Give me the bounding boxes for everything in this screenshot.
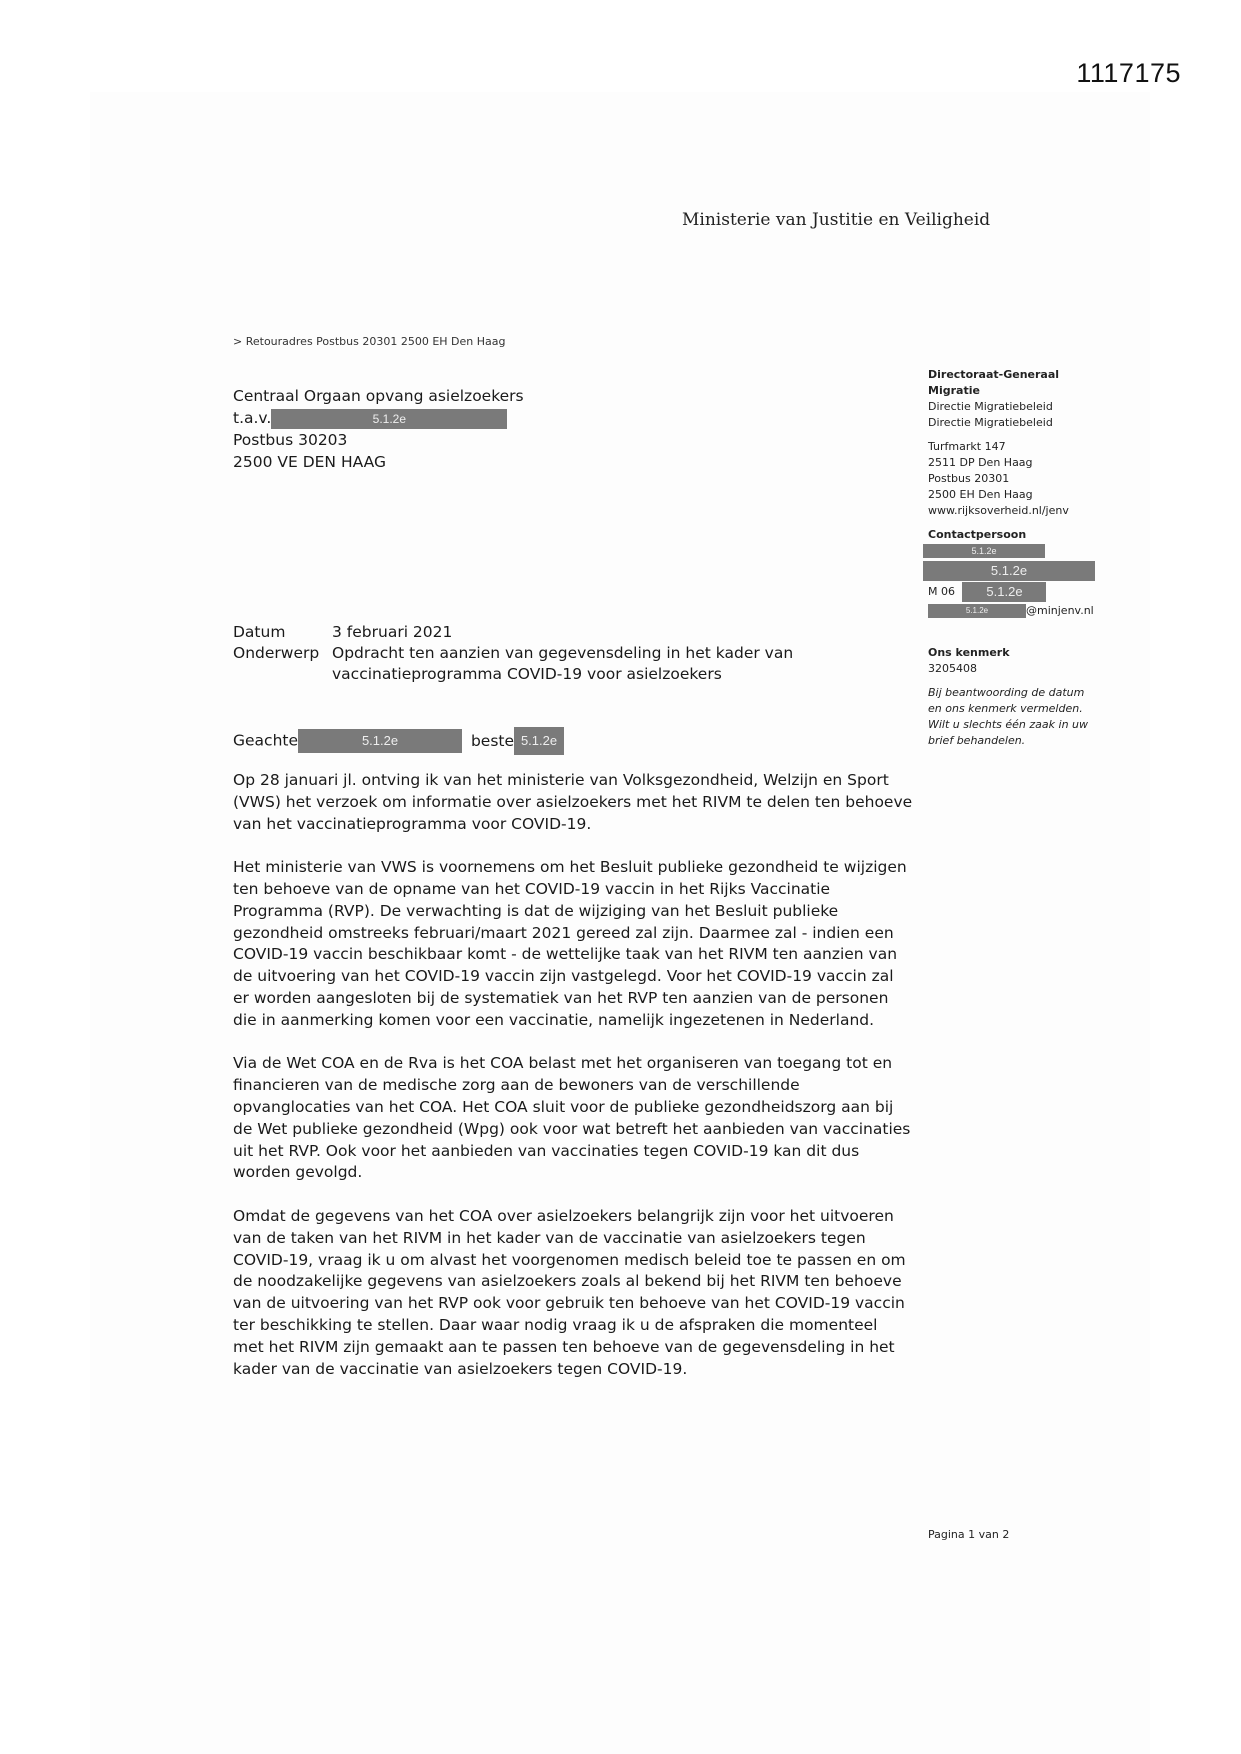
subject-row (233, 643, 793, 664)
date-row (233, 622, 793, 643)
redaction-box: 5.1.2e (923, 544, 1045, 558)
ministry-name: Ministerie van Justitie en Veiligheid (682, 210, 991, 230)
directie-line: Directie Migratiebeleid (928, 400, 1053, 413)
sender-postbus-city: 2500 EH Den Haag (928, 488, 1033, 501)
sender-sidebar (928, 367, 1138, 749)
redaction-box: 5.1.2e (923, 561, 1095, 581)
redaction-box: 5.1.2e (514, 727, 564, 755)
letter-body (233, 770, 913, 1402)
tav-label: t.a.v. (233, 409, 272, 427)
document-number: 1117175 (1076, 58, 1181, 88)
addressee-tav-line (233, 407, 524, 429)
body-paragraph: Het ministerie van VWS is voornemens om het Besluit publieke gezondheid te wijzigen ten behoeve van de opname van het COVID-19 vaccin in het Rijks Vaccinatie Programma (RVP). De verwachting is dat de wijziging van het Besluit publieke gezondheid omstreeks februari/maart 2021 gereed zal zijn. Daarmee zal - indien een COVID-19 vaccin beschikbaar komt - de wettelijke taak van het RIVM ten aanzien van de uitvoering van het COVID-19 vaccin zijn vastgelegd. Voor het COVID-19 vaccin zal er worden aangesloten bij de systematiek van het RVP ten aanzien van de personen die in aanmerking komen voor een vaccinatie, namelijk ingezetenen in Nederland. (233, 858, 907, 1029)
redaction-box: 5.1.2e (271, 409, 507, 429)
reply-note: en ons kenmerk vermelden. (928, 702, 1083, 715)
letter-meta (233, 622, 793, 685)
directie-line: Directie Migratiebeleid (928, 416, 1053, 429)
contact-heading: Contactpersoon (928, 528, 1027, 541)
salutation-beste: beste (470, 731, 515, 750)
subject-line: Opdracht ten aanzien van gegevensdeling in het kader van (332, 644, 794, 662)
return-address: > Retouradres Postbus 20301 2500 EH Den Haag (233, 335, 506, 348)
dg-title: Directoraat-Generaal (928, 368, 1060, 381)
date-value: 3 februari 2021 (332, 623, 453, 641)
mobile-prefix: M 06 (928, 585, 955, 598)
sender-postcode: 2511 DP Den Haag (928, 456, 1033, 469)
addressee-city: 2500 VE DEN HAAG (233, 453, 386, 471)
reply-note: Bij beantwoording de datum (928, 686, 1085, 699)
salutation-geachte: Geachte (233, 731, 299, 750)
addressee-block (233, 385, 524, 473)
body-paragraph: Via de Wet COA en de Rva is het COA belast met het organiseren van toegang tot en financieren van de medische zorg aan de bewoners van de verschillende opvanglocaties van het COA. Het COA sluit voor de publieke gezondheidszorg aan bij de Wet publieke gezondheid (Wpg) ook voor wat betreft het aanbieden van vaccinaties uit het RVP. Ook voor het aanbieden van vaccinaties tegen COVID-19 kan dit dus worden gevolgd. (233, 1054, 911, 1182)
redaction-box: 5.1.2e (298, 729, 462, 753)
page-indicator: Pagina 1 van 2 (928, 1528, 1010, 1541)
sender-postbus: Postbus 20301 (928, 472, 1010, 485)
email-suffix: @minjenv.nl (1026, 604, 1094, 617)
addressee-postbus: Postbus 30203 (233, 431, 348, 449)
redaction-box: 5.1.2e (962, 582, 1046, 602)
body-paragraph: Omdat de gegevens van het COA over asielzoekers belangrijk zijn voor het uitvoeren van de taken van het RIVM in het kader van de vaccinatie van asielzoekers tegen COVID-19, vraag ik u om alvast het voorgenomen medisch beleid toe te passen en om de noodzakelijke gegevens van asielzoekers zoals al bekend bij het RIVM ten behoeve van de uitvoering van het RVP ook voor gebruik ten behoeve van het COVID-19 vaccin ter beschikking te stellen. Daar waar nodig vraag ik u de afspraken die momenteel met het RIVM zijn gemaakt aan te passen ten behoeve van de gegevensdeling in het kader van de vaccinatie van asielzoekers tegen COVID-19. (233, 1206, 906, 1378)
salutation (233, 727, 564, 755)
kenmerk-heading: Ons kenmerk (928, 646, 1010, 659)
addressee-organisation: Centraal Orgaan opvang asielzoekers (233, 387, 524, 405)
kenmerk-value: 3205408 (928, 662, 977, 675)
sender-website[interactable]: www.rijksoverheid.nl/jenv (928, 504, 1069, 517)
dg-subtitle: Migratie (928, 384, 980, 397)
date-label: Datum (233, 623, 286, 641)
sender-street: Turfmarkt 147 (928, 440, 1006, 453)
subject-label: Onderwerp (233, 644, 320, 662)
reply-note: brief behandelen. (928, 734, 1026, 747)
redaction-box: 5.1.2e (928, 604, 1026, 618)
reply-note: Wilt u slechts één zaak in uw (928, 718, 1088, 731)
body-paragraph: Op 28 januari jl. ontving ik van het ministerie van Volksgezondheid, Welzijn en Sport (VWS) het verzoek om informatie over asielzoekers met het RIVM te delen ten behoeve van het vaccinatieprogramma voor COVID-19. (233, 771, 913, 833)
subject-line: vaccinatieprogramma COVID-19 voor asielzoekers (332, 665, 722, 683)
